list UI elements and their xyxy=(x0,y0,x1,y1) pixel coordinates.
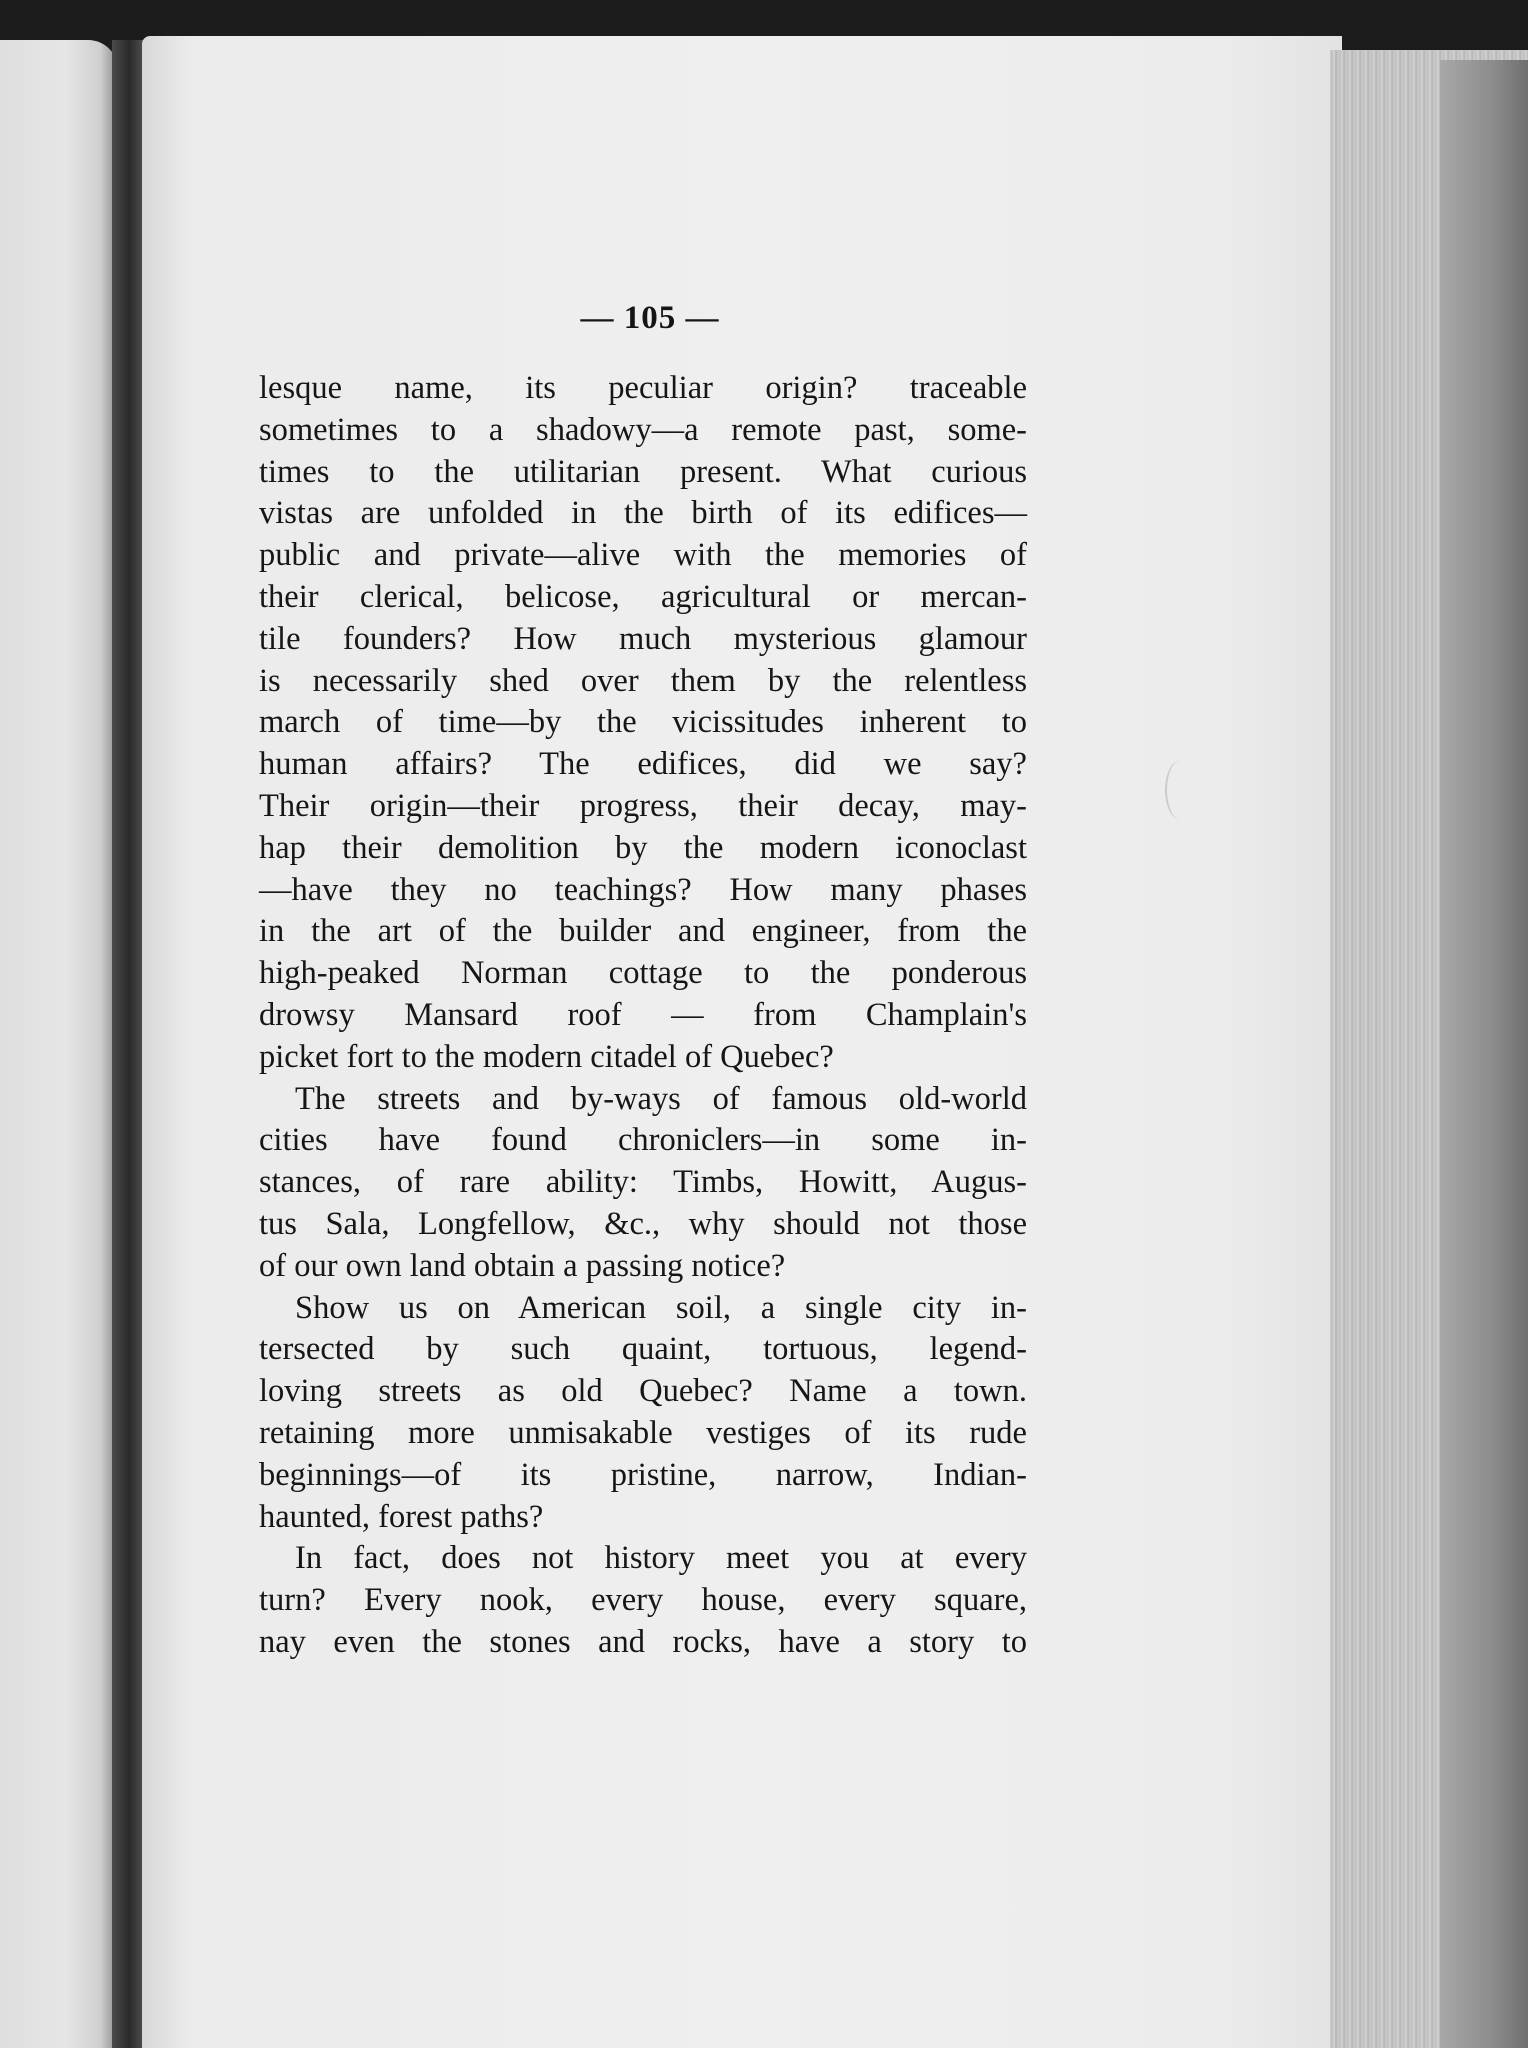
text-line: lesque name, its peculiar origin? traceable xyxy=(259,370,1027,406)
text-line: high-peaked Norman cottage to the ponderous xyxy=(259,955,1027,992)
text-line: retaining more unmisakable vestiges of its rude xyxy=(259,1414,1027,1451)
text-line: nay even the stones and rocks, have a story to xyxy=(259,1623,1027,1660)
text-line: hap their demolition by the modern iconoclast xyxy=(259,829,1027,866)
text-line: picket fort to the modern citadel of Quebec? xyxy=(259,1038,834,1075)
text-line: —have they no teachings? How many phases xyxy=(259,871,1027,908)
page-smudge xyxy=(1165,760,1197,820)
text-line: their clerical, belicose, agricultural or mercan- xyxy=(259,578,1027,615)
left-page-edge xyxy=(0,40,118,2048)
text-line: tus Sala, Longfellow, &c., why should not those xyxy=(259,1205,1027,1242)
text-line: public and private—alive with the memories of xyxy=(259,537,1027,574)
text-line: stances, of rare ability: Timbs, Howitt, Augus- xyxy=(259,1164,1027,1201)
text-line: is necessarily shed over them by the relentless xyxy=(259,662,1027,699)
page-number: — 105 — xyxy=(580,300,720,336)
text-line: turn? Every nook, every house, every square, xyxy=(259,1582,1027,1619)
text-line: Show us on American soil, a single city in- xyxy=(295,1289,1027,1326)
text-line: in the art of the builder and engineer, from the xyxy=(259,913,1027,950)
text-line: times to the utilitarian present. What curious xyxy=(259,453,1027,490)
body-text xyxy=(259,368,1027,1664)
text-line: tersected by such quaint, tortuous, legend- xyxy=(259,1331,1027,1368)
text-line: tile founders? How much mysterious glamour xyxy=(259,620,1027,657)
text-line: beginnings—of its pristine, narrow, Indian- xyxy=(259,1456,1027,1493)
text-line: The streets and by-ways of famous old-world xyxy=(295,1080,1027,1117)
text-line: loving streets as old Quebec? Name a town. xyxy=(259,1373,1027,1410)
text-line: of our own land obtain a passing notice? xyxy=(259,1247,786,1284)
text-line: march of time—by the vicissitudes inherent to xyxy=(259,704,1027,741)
text-line: In fact, does not history meet you at every xyxy=(295,1540,1027,1577)
page-stack-edge xyxy=(1440,60,1528,2048)
text-line: Their origin—their progress, their decay, may- xyxy=(259,787,1027,824)
text-line: haunted, forest paths? xyxy=(259,1498,544,1535)
text-line: cities have found chroniclers—in some in- xyxy=(259,1122,1027,1159)
text-line: human affairs? The edifices, did we say? xyxy=(259,746,1027,783)
text-line: sometimes to a shadowy—a remote past, some- xyxy=(259,411,1027,448)
book-gutter xyxy=(112,40,146,2048)
text-line: drowsy Mansard roof — from Champlain's xyxy=(259,996,1027,1033)
text-line: vistas are unfolded in the birth of its edifices— xyxy=(259,495,1027,532)
